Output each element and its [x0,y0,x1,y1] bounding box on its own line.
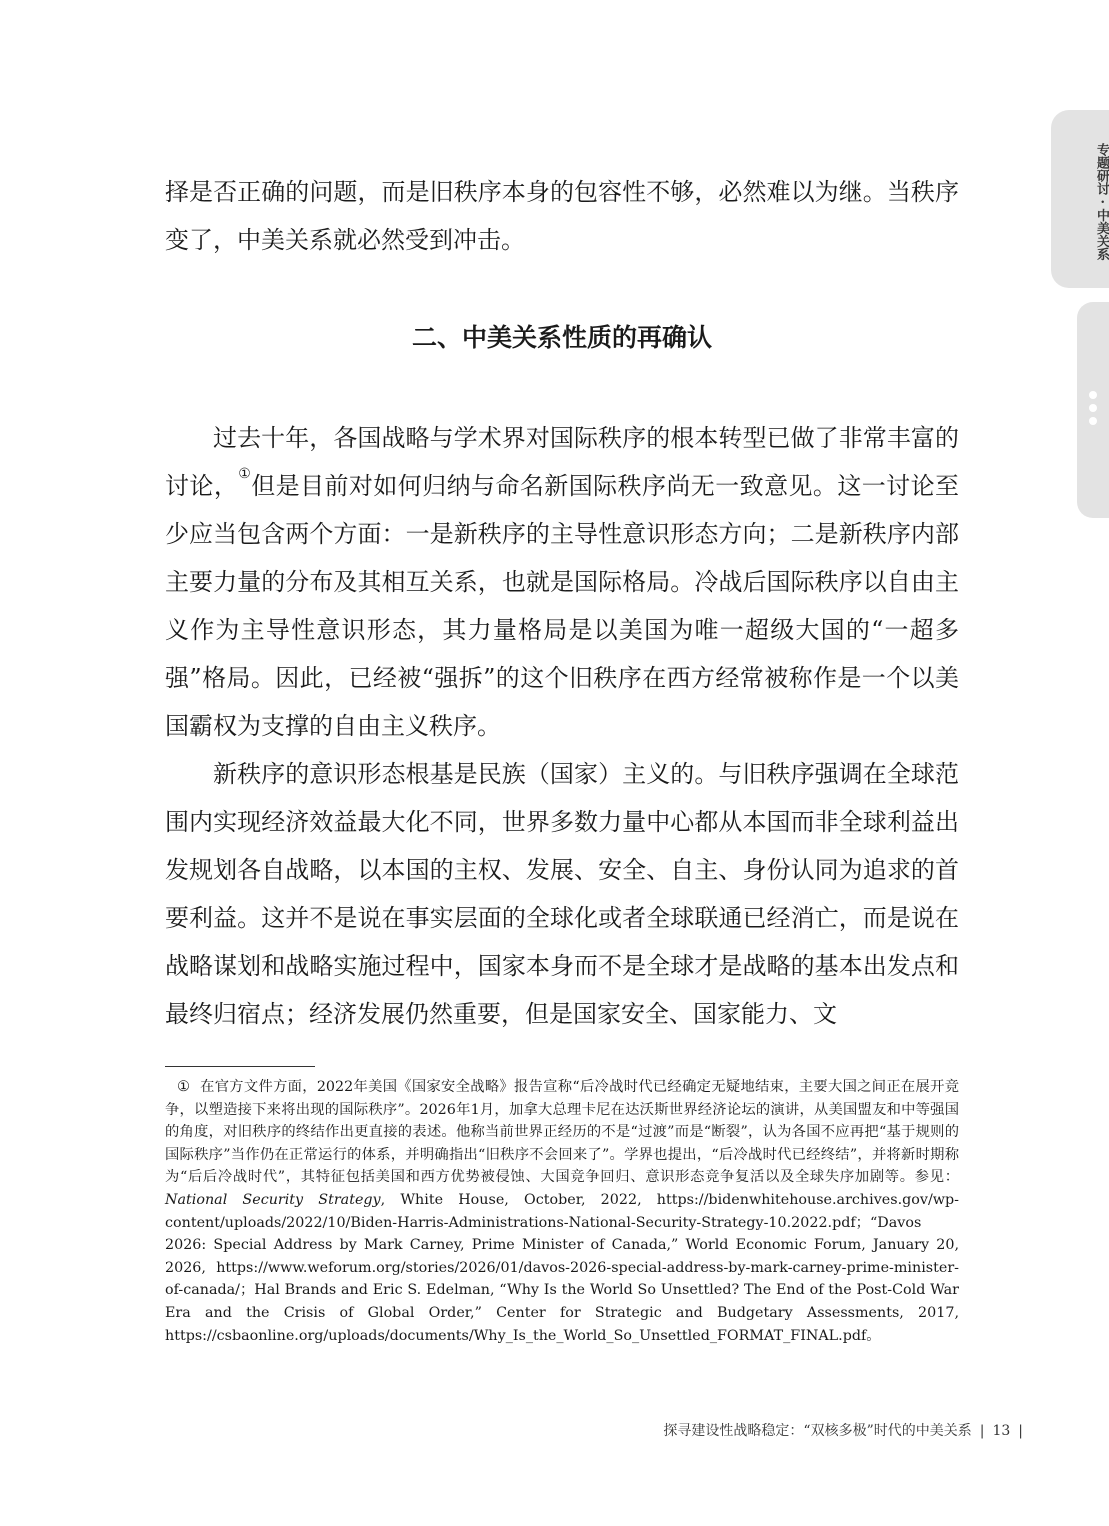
running-title: 探寻建设性战略稳定：“双核多极”时代的中美关系 [663,1423,972,1439]
footnote-divider [165,1066,315,1067]
side-menu-handle[interactable] [1077,302,1109,518]
footer-separator: | [979,1423,985,1439]
section-heading: 二、中美关系性质的再确认 [411,323,712,352]
paragraph-2: 新秩序的意识形态根基是民族（国家）主义的。与旧秩序强调在全球范围内实现经济效益最大化不同，世界多数力量中心都从本国而非全球利益出发规划各自战略，以本国的主权、发展、安全、自主、身份认同为追求的首要利益。这并不是说在事实层面的全球化或者全球联通已经消亡，而是说在战略谋划和战略实施过程中，国家本身而不是全球才是战略的基本出发点和最终归宿点；经济发展仍然重要，但是国家安全、国家能力、文 [165,760,959,1028]
page-footer [663,1420,1031,1440]
section-side-tab [1051,110,1109,288]
footnote-reference[interactable]: ① [238,466,252,482]
continuation-paragraph: 择是否正确的问题，而是旧秩序本身的包容性不够，必然难以为继。当秩序变了，中美关系就必然受到冲击。 [165,178,959,254]
footnote-number: ① [177,1079,191,1095]
footnote-doc-title: National Security Strategy [165,1191,381,1208]
footnote-text-b: , White House, October, 2022, https://bidenwhitehouse.archives.gov/wp-content/uploads/2022/10/Biden-Harris-Administrations-National-Security-Strategy-10.2022.pdf；“Davos 2026: Special Address by Mark Carney, Prime Minister of Canada,” World Economic Forum, January 20, 2026, https://www.weforum.org/stories/2026/01/davos-2026-special-address-by-mark-carney-prime-minister-of-canada/；Hal Brands and Eric S. Edelman, “Why Is the World So Unsettled? The End of the Post-Cold War Era and the Crisis of Global Order,” Center for Strategic and Budgetary Assessments, 2017, https://csbaonline.org/uploads/documents/Why_Is_the_World_So_Unsettled_FORMAT_FINAL.pdf。 [165,1191,959,1344]
footnote-text-a: 在官方文件方面，2022年美国《国家安全战略》报告宣称“后冷战时代已经确定无疑地结束，主要大国之间正在展开竞争，以塑造接下来将出现的国际秩序”。2026年1月，加拿大总理卡尼在达沃斯世界经济论坛的演讲，从美国盟友和中等强国的角度，对旧秩序的终结作出更直接的表述。他称当前世界正经历的不是“过渡”而是“断裂”，认为各国不应再把“基于规则的国际秩序”当作仍在正常运行的体系，并明确指出“旧秩序不会回来了”。学界也提出，“后冷战时代已经终结”，并将新时期称为“后后冷战时代”，其特征包括美国和西方优势被侵蚀、大国竞争回归、意识形态竞争复活以及全球失序加剧等。参见： [165,1079,959,1186]
paragraph-1-text-a: 过去十年，各国战略与学术界对国际秩序的根本转型已做了非常丰富的讨论， [165,424,959,500]
main-text [165,168,959,1038]
more-dots-icon [1089,391,1098,430]
page-number: 13 [992,1423,1011,1439]
footer-separator-end: | [1018,1423,1023,1439]
paragraph-1-text-b: 但是目前对如何归纳与命名新国际秩序尚无一致意见。这一讨论至少应当包含两个方面：一是新秩序的主导性意识形态方向；二是新秩序内部主要力量的分布及其相互关系，也就是国际格局。冷战后国际秩序以自由主义作为主导性意识形态，其力量格局是以美国为唯一超级大国的“一超多强”格局。因此，已经被“强拆”的这个旧秩序在西方经常被称作是一个以美国霸权为支撑的自由主义秩序。 [165,472,960,740]
footnote [165,1076,959,1347]
section-side-tab-label: 专题研讨 · 中美关系 [1094,143,1109,261]
paragraph-1 [165,414,959,750]
